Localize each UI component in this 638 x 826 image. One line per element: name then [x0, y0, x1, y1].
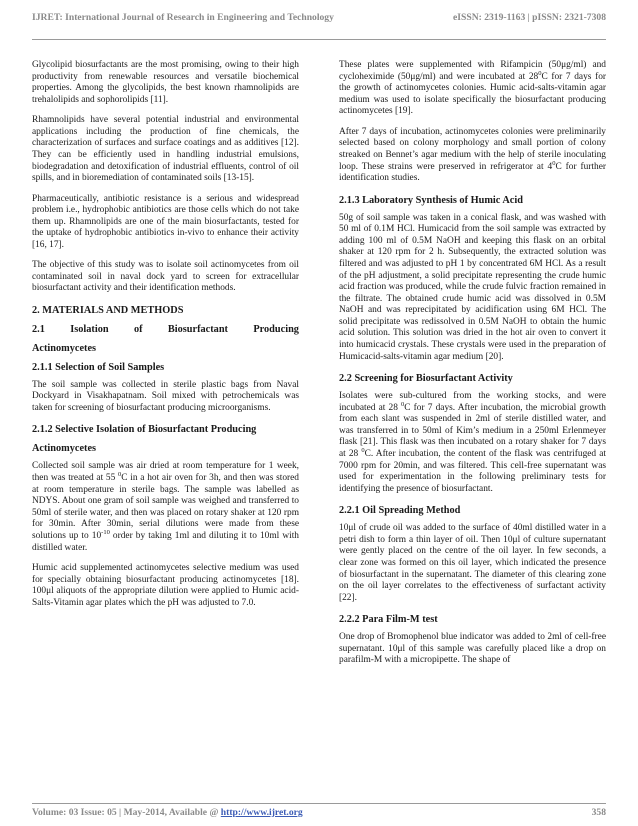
- section-heading-2-1: [32, 323, 299, 336]
- section-heading-2-2-2: 2.2.2 Para Film-M test: [339, 614, 438, 626]
- paragraph: [339, 391, 606, 495]
- page-header: [32, 12, 606, 23]
- superscript: 0: [361, 446, 365, 454]
- text-run: C for 7 days for the growth of actinomycetes colonies. Humic acid-salts-vitamin agar medium was used to isolate specifically the biosurfactant producing actinomycetes [19].: [339, 71, 606, 117]
- text-run: C for 7 days. After incubation, the microbial growth from each slant was suspended in 2ml of sterile distilled water, and was transferred in to 50ml of Kim’s medium in a 250ml Erlenmeyer flask [21]. This flask was then incubated on a rotary shaker for 7 days at 28: [339, 402, 606, 460]
- text-run: Collected soil sample was air dried at room temperature for 1 week, then was treated at 55: [32, 461, 299, 484]
- paragraph: Glycolipid biosurfactants are the most promising, owing to their high productivity from renewable resources and versatile biochemical properties. Among the glycolipids, the best known rhamnolipids are trehalolipids and sophorolipids [11].: [32, 60, 299, 105]
- heading-word: Biosurfactant: [167, 323, 228, 335]
- footer-volume: [32, 807, 303, 818]
- text-run: These plates were supplemented with Rifampicin (50μg/ml) and cycloheximide (50μg/ml) and were incubated at 28: [339, 60, 606, 82]
- text-run: C in a hot air oven for 3h, and then was stored at room temperature in sterile bags. The sample was labelled as NDYS. About one gram of soil sample was weighed and transferred to 50ml of sterile water, and then was placed on rotary shaker at 120 rpm for 30min. After 30min, serial dilutions were made from these solutions up to 10: [32, 473, 299, 542]
- section-heading-2-2-1: 2.2.1 Oil Spreading Method: [339, 505, 461, 517]
- heading-word: Producing: [253, 323, 299, 335]
- superscript: 0: [538, 69, 542, 77]
- heading-word: of: [133, 323, 143, 335]
- section-heading-2-1-3: 2.1.3 Laboratory Synthesis of Humic Acid: [339, 194, 523, 206]
- text-run: C. After incubation, the content of the flask was centrifuged at 7000 rpm for 20min, and was filtered. This cell-free supernatant was used for experimentation in the following preliminary tests for identifying the presence of biosurfactant.: [339, 449, 606, 494]
- text-run: Isolates were sub-cultured from the working stocks, and were incubated at 28: [339, 391, 606, 413]
- paragraph: [32, 461, 299, 554]
- page-footer: [32, 807, 606, 818]
- superscript: 0: [552, 159, 556, 167]
- paragraph: The soil sample was collected in sterile plastic bags from Naval Dockyard in Visakhapatnam. Soil mixed with petrochemicals was taken for screening of biosurfactant producing microorganisms.: [32, 379, 299, 414]
- heading-word: Isolation: [70, 323, 109, 335]
- journal-title: IJRET: International Journal of Research in Engineering and Technology: [32, 12, 334, 23]
- paragraph: The objective of this study was to isolate soil actinomycetes from oil contaminated soil in naval dock yard to screen for extracellular biosurfactant activity and their identification methods.: [32, 260, 299, 294]
- paragraph: 50g of soil sample was taken in a conical flask, and was washed with 50 ml of 0.1M HCl. Humicacid from the soil sample was extracted by adding 100 ml of 0.5M NaOH and keeping this flask on an orbital shaker at 120 rpm for 2 h. Subsequently, the extracted solution was filtered and was adjusted to pH 1 by concentrated 6M HCl. As a result of the pH adjustment, a solid precipitate representing the crude humic acid fraction was produced, while the crude fulvic fraction remained in the filtrate. The obtained crude humic acid was dissolved in 0.5M NaOH and was reprecipitated by acidification using 6M HCl. The solid precipitate was redissolved in 0.5M NaOH to obtain the humic acid solution. This solution was dried in the hot air oven to convert it into humicacid crystals. These crystals were used in the preparation of Humicacid-salts-vitamin agar medium [20].: [339, 212, 606, 362]
- superscript: 0: [118, 470, 122, 478]
- section-heading-materials-methods: 2. MATERIALS AND METHODS: [32, 304, 184, 316]
- heading-word: 2.1: [32, 323, 45, 335]
- superscript: -10: [101, 528, 110, 536]
- paragraph: One drop of Bromophenol blue indicator was added to 2ml of cell-free supernatant. 10μl of this sample was carefully placed like a drop on parafilm-M with a micropipette. The shape of: [339, 632, 606, 666]
- paragraph: [339, 60, 606, 118]
- text-run: After 7 days of incubation, actinomycetes colonies were preliminarily selected based on colony morphology and small portion of colony streaked on Bennet’s agar medium with the help of sterile inoculating loop. These strains were preserved in refrigerator at 4: [339, 126, 606, 172]
- right-column: [339, 60, 606, 676]
- issn: eISSN: 2319-1163 | pISSN: 2321-7308: [453, 12, 606, 23]
- paragraph: Humic acid supplemented actinomycetes selective medium was used for specially obtaining biosurfactant producing actinomycetes [18]. 100μl aliquots of the appropriate dilution were applied to Humic acid-Salts-Vitamin agar plates which the pH was adjusted to 7.0.: [32, 563, 299, 608]
- section-heading-2-1-2: 2.1.2 Selective Isolation of Biosurfactant Producing: [32, 424, 257, 436]
- footer-rule: [32, 803, 606, 804]
- paragraph: Pharmaceutically, antibiotic resistance is a serious and widespread problem i.e., hydrophobic antibiotics are those cells which do not take them up. Rhamnolipids are one of the main biosurfactants, tested for the uptake of hydrophobic antibiotics in-vivo to enhance their activity [16, 17].: [32, 193, 299, 250]
- paragraph: 10μl of crude oil was added to the surface of 40ml distilled water in a petri dish to form a thin layer of oil. Then 10μl of culture supernatant were gently placed on the centre of the oil layer. In few seconds, a clear zone was formed on this oil layer, which indicated the presence of biosurfactant in the supernatant. The diameter of this clearing zone on the oil layer correlates to the effectiveness of surfactant activity [22].: [339, 523, 606, 603]
- paragraph: Rhamnolipids have several potential industrial and environmental applications including the production of fine chemicals, the characterization of surfaces and surface coatings and as additives [12]. They can be efficiently used in handling industrial emulsions, biodegradation and detoxification of industrial effluents, control of oil spills, and in bioremediation of contaminated soils [13-15].: [32, 115, 299, 184]
- section-heading-2-1-2-tail: Actinomycetes: [32, 443, 97, 455]
- section-heading-2-2: 2.2 Screening for Biosurfactant Activity: [339, 373, 513, 385]
- left-column: [32, 60, 299, 618]
- header-rule: [32, 39, 606, 40]
- superscript: 0: [401, 400, 405, 408]
- journal-link[interactable]: http://www.ijret.org: [220, 807, 303, 818]
- section-heading-2-1-tail: Actinomycetes: [32, 342, 97, 354]
- text-run: C for further identification studies.: [339, 161, 606, 184]
- section-heading-2-1-1: 2.1.1 Selection of Soil Samples: [32, 361, 165, 373]
- paragraph: [339, 127, 606, 185]
- volume-text: Volume: 03 Issue: 05 | May-2014, Available @: [32, 807, 219, 818]
- text-run: order by taking 1ml and diluting it to 10ml with distilled water.: [32, 531, 299, 553]
- page-number: 358: [591, 807, 606, 818]
